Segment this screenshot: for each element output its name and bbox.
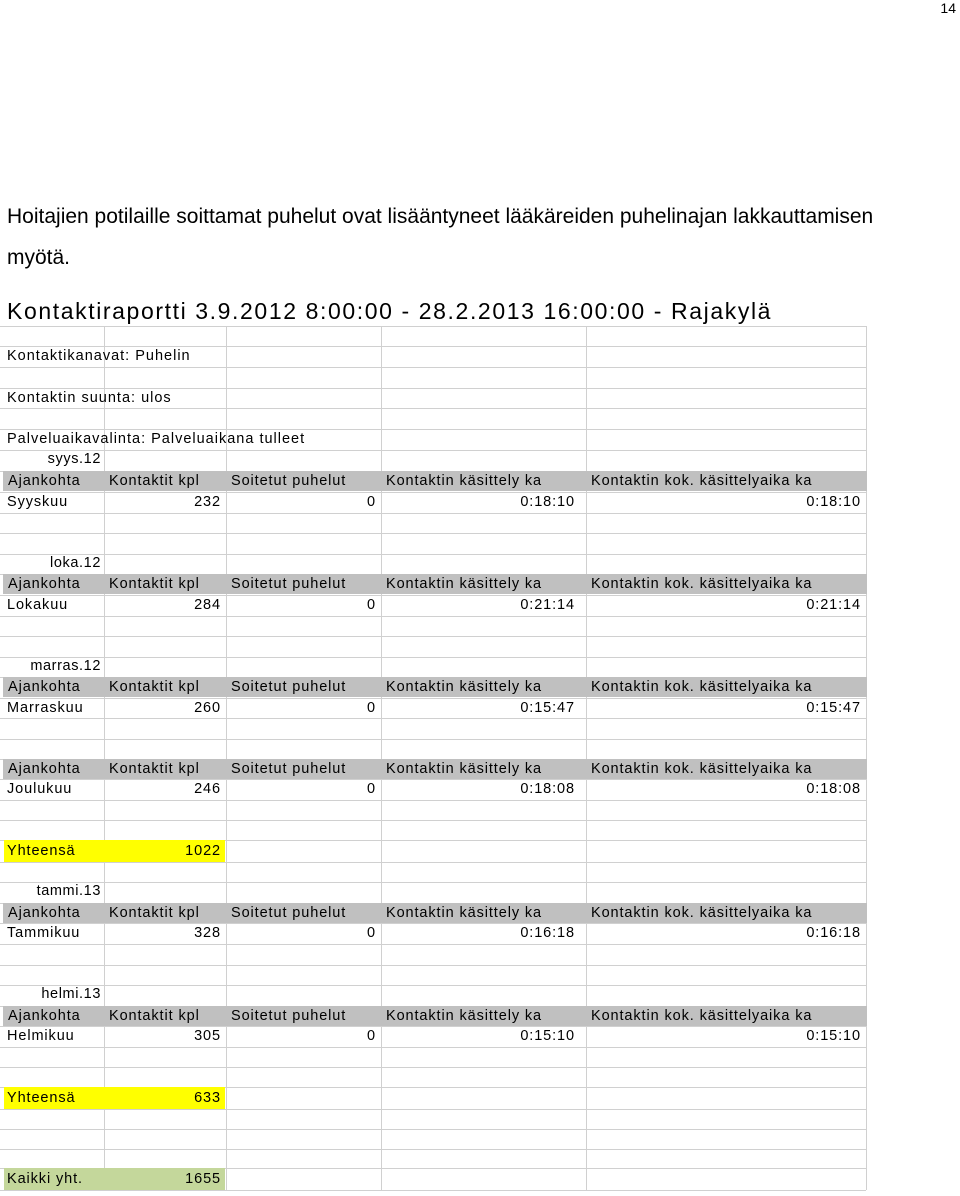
subtotal-value: 633 — [194, 1090, 221, 1106]
column-header: Kontaktit kpl — [109, 761, 200, 777]
handling-average: 0:15:47 — [520, 700, 575, 716]
column-header: Soitetut puhelut — [231, 1008, 347, 1024]
column-header: Soitetut puhelut — [231, 905, 347, 921]
table-header-row — [3, 1006, 867, 1026]
table-row — [3, 595, 867, 615]
column-header: Ajankohta — [8, 679, 81, 695]
column-header: Kontaktin kok. käsittelyaika ka — [591, 679, 813, 695]
month-tag: loka.12 — [50, 555, 101, 571]
subtotal-row — [4, 1087, 225, 1109]
subtotal-value: 1022 — [185, 843, 221, 859]
grand-total-row — [4, 1168, 225, 1190]
contacts-count: 232 — [194, 494, 221, 510]
table-row — [3, 492, 867, 512]
column-header: Ajankohta — [8, 1008, 81, 1024]
handling-average: 0:15:10 — [520, 1028, 575, 1044]
column-header: Kontaktin kok. käsittelyaika ka — [591, 905, 813, 921]
month-tag: marras.12 — [30, 658, 101, 674]
month-name: Joulukuu — [7, 781, 73, 797]
column-header: Kontaktit kpl — [109, 1008, 200, 1024]
table-header-row — [3, 903, 867, 923]
column-header: Kontaktin käsittely ka — [386, 679, 543, 695]
column-header: Kontaktit kpl — [109, 473, 200, 489]
calls-count: 0 — [367, 1028, 376, 1044]
page-number: 14 — [940, 0, 956, 16]
month-tag: syys.12 — [47, 451, 101, 467]
column-header: Kontaktit kpl — [109, 905, 200, 921]
total-handling-average: 0:15:47 — [806, 700, 861, 716]
contact-direction-label: Kontaktin suunta: ulos — [7, 390, 172, 406]
contacts-count: 305 — [194, 1028, 221, 1044]
column-header: Kontaktin käsittely ka — [386, 473, 543, 489]
total-handling-average: 0:21:14 — [806, 597, 861, 613]
contacts-count: 284 — [194, 597, 221, 613]
column-header: Kontaktin käsittely ka — [386, 905, 543, 921]
grand-total-value: 1655 — [185, 1171, 221, 1187]
contacts-count: 260 — [194, 700, 221, 716]
handling-average: 0:16:18 — [520, 925, 575, 941]
month-tag: tammi.13 — [36, 883, 101, 899]
total-handling-average: 0:18:08 — [806, 781, 861, 797]
intro-text-line-1: Hoitajien potilaille soittamat puhelut ovat lisääntyneet lääkäreiden puhelinajan lakkauttamisen — [7, 205, 874, 228]
table-row — [3, 779, 867, 799]
subtotal-row — [4, 840, 225, 862]
column-header: Kontaktin käsittely ka — [386, 761, 543, 777]
column-header: Ajankohta — [8, 473, 81, 489]
column-header: Ajankohta — [8, 905, 81, 921]
table-row — [3, 698, 867, 718]
column-header: Soitetut puhelut — [231, 576, 347, 592]
column-header: Kontaktin kok. käsittelyaika ka — [591, 761, 813, 777]
column-header: Kontaktin kok. käsittelyaika ka — [591, 576, 813, 592]
month-name: Tammikuu — [7, 925, 81, 941]
calls-count: 0 — [367, 597, 376, 613]
grand-total-label: Kaikki yht. — [7, 1171, 83, 1187]
handling-average: 0:18:10 — [520, 494, 575, 510]
column-header: Kontaktit kpl — [109, 576, 200, 592]
handling-average: 0:18:08 — [520, 781, 575, 797]
subtotal-label: Yhteensä — [7, 1090, 76, 1106]
column-header: Soitetut puhelut — [231, 473, 347, 489]
service-time-selection-label: Palveluaikavalinta: Palveluaikana tulleet — [7, 431, 306, 447]
calls-count: 0 — [367, 781, 376, 797]
contact-channel-label: Kontaktikanavat: Puhelin — [7, 348, 191, 364]
total-handling-average: 0:15:10 — [806, 1028, 861, 1044]
total-handling-average: 0:16:18 — [806, 925, 861, 941]
table-row — [3, 923, 867, 943]
column-header: Soitetut puhelut — [231, 679, 347, 695]
table-header-row — [3, 759, 867, 779]
calls-count: 0 — [367, 700, 376, 716]
month-tag: helmi.13 — [41, 986, 101, 1002]
calls-count: 0 — [367, 494, 376, 510]
column-header: Kontaktit kpl — [109, 679, 200, 695]
subtotal-label: Yhteensä — [7, 843, 76, 859]
table-header-row — [3, 677, 867, 697]
contacts-count: 328 — [194, 925, 221, 941]
column-header: Soitetut puhelut — [231, 761, 347, 777]
column-header: Kontaktin käsittely ka — [386, 1008, 543, 1024]
report-title: Kontaktiraportti 3.9.2012 8:00:00 - 28.2.2013 16:00:00 - Rajakylä — [7, 298, 773, 324]
table-header-row — [3, 471, 867, 491]
handling-average: 0:21:14 — [520, 597, 575, 613]
column-header: Kontaktin kok. käsittelyaika ka — [591, 1008, 813, 1024]
month-name: Lokakuu — [7, 597, 69, 613]
column-header: Kontaktin kok. käsittelyaika ka — [591, 473, 813, 489]
calls-count: 0 — [367, 925, 376, 941]
month-name: Syyskuu — [7, 494, 69, 510]
contacts-count: 246 — [194, 781, 221, 797]
month-name: Marraskuu — [7, 700, 84, 716]
column-header: Ajankohta — [8, 576, 81, 592]
table-header-row — [3, 574, 867, 594]
column-header: Ajankohta — [8, 761, 81, 777]
month-name: Helmikuu — [7, 1028, 75, 1044]
table-row — [3, 1026, 867, 1046]
column-header: Kontaktin käsittely ka — [386, 576, 543, 592]
intro-text-line-2: myötä. — [7, 246, 71, 269]
total-handling-average: 0:18:10 — [806, 494, 861, 510]
